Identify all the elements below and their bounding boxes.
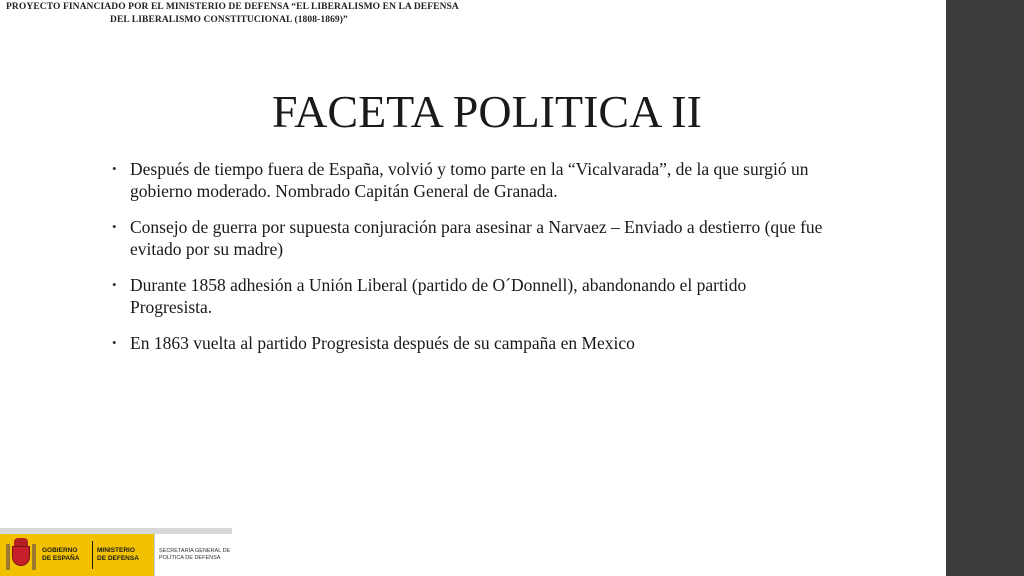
bullet-item-1 bbox=[112, 158, 832, 202]
logo-divider bbox=[92, 541, 93, 569]
logo-ministerio-text: MINISTERIO DE DEFENSA bbox=[97, 547, 139, 562]
bullet-icon: • bbox=[112, 219, 117, 234]
bullet-item-2 bbox=[112, 216, 832, 260]
coat-of-arms-icon bbox=[6, 538, 36, 572]
bullet-text-1: Después de tiempo fuera de España, volvió y tomo parte en la “Vicalvarada”, de la que surgió un gobierno moderado. Nombrado Capitán General de Granada. bbox=[130, 159, 809, 201]
slide-title: FACETA POLITICA II bbox=[272, 86, 702, 137]
bullet-text-4: En 1863 vuelta al partido Progresista después de su campaña en Mexico bbox=[130, 333, 635, 353]
header-line-1: PROYECTO FINANCIADO POR EL MINISTERIO DE DEFENSA “EL LIBERALISMO EN LA DEFENSA bbox=[6, 2, 459, 12]
header-line-2: DEL LIBERALISMO CONSTITUCIONAL (1808-1869)” bbox=[110, 15, 348, 25]
bullet-item-3 bbox=[112, 274, 832, 318]
bullet-list bbox=[112, 158, 832, 368]
bullet-icon: • bbox=[112, 277, 117, 292]
bullet-icon: • bbox=[112, 335, 117, 350]
logo-gobierno-text: GOBIERNO DE ESPAÑA bbox=[42, 547, 80, 562]
bullet-text-2: Consejo de guerra por supuesta conjuración para asesinar a Narvaez – Enviado a destierro (que fue evitado por su madre) bbox=[130, 217, 823, 259]
bullet-icon: • bbox=[112, 161, 117, 176]
logo-white-block bbox=[154, 534, 232, 576]
side-bar bbox=[946, 0, 1024, 576]
bullet-text-3: Durante 1858 adhesión a Unión Liberal (partido de O´Donnell), abandonando el partido Progresista. bbox=[130, 275, 747, 317]
footer-logo bbox=[0, 534, 232, 576]
logo-yellow-block bbox=[0, 534, 154, 576]
logo-secretaria-text: SECRETARÍA GENERAL DE POLÍTICA DE DEFENSA bbox=[159, 548, 231, 561]
bullet-item-4 bbox=[112, 332, 832, 354]
